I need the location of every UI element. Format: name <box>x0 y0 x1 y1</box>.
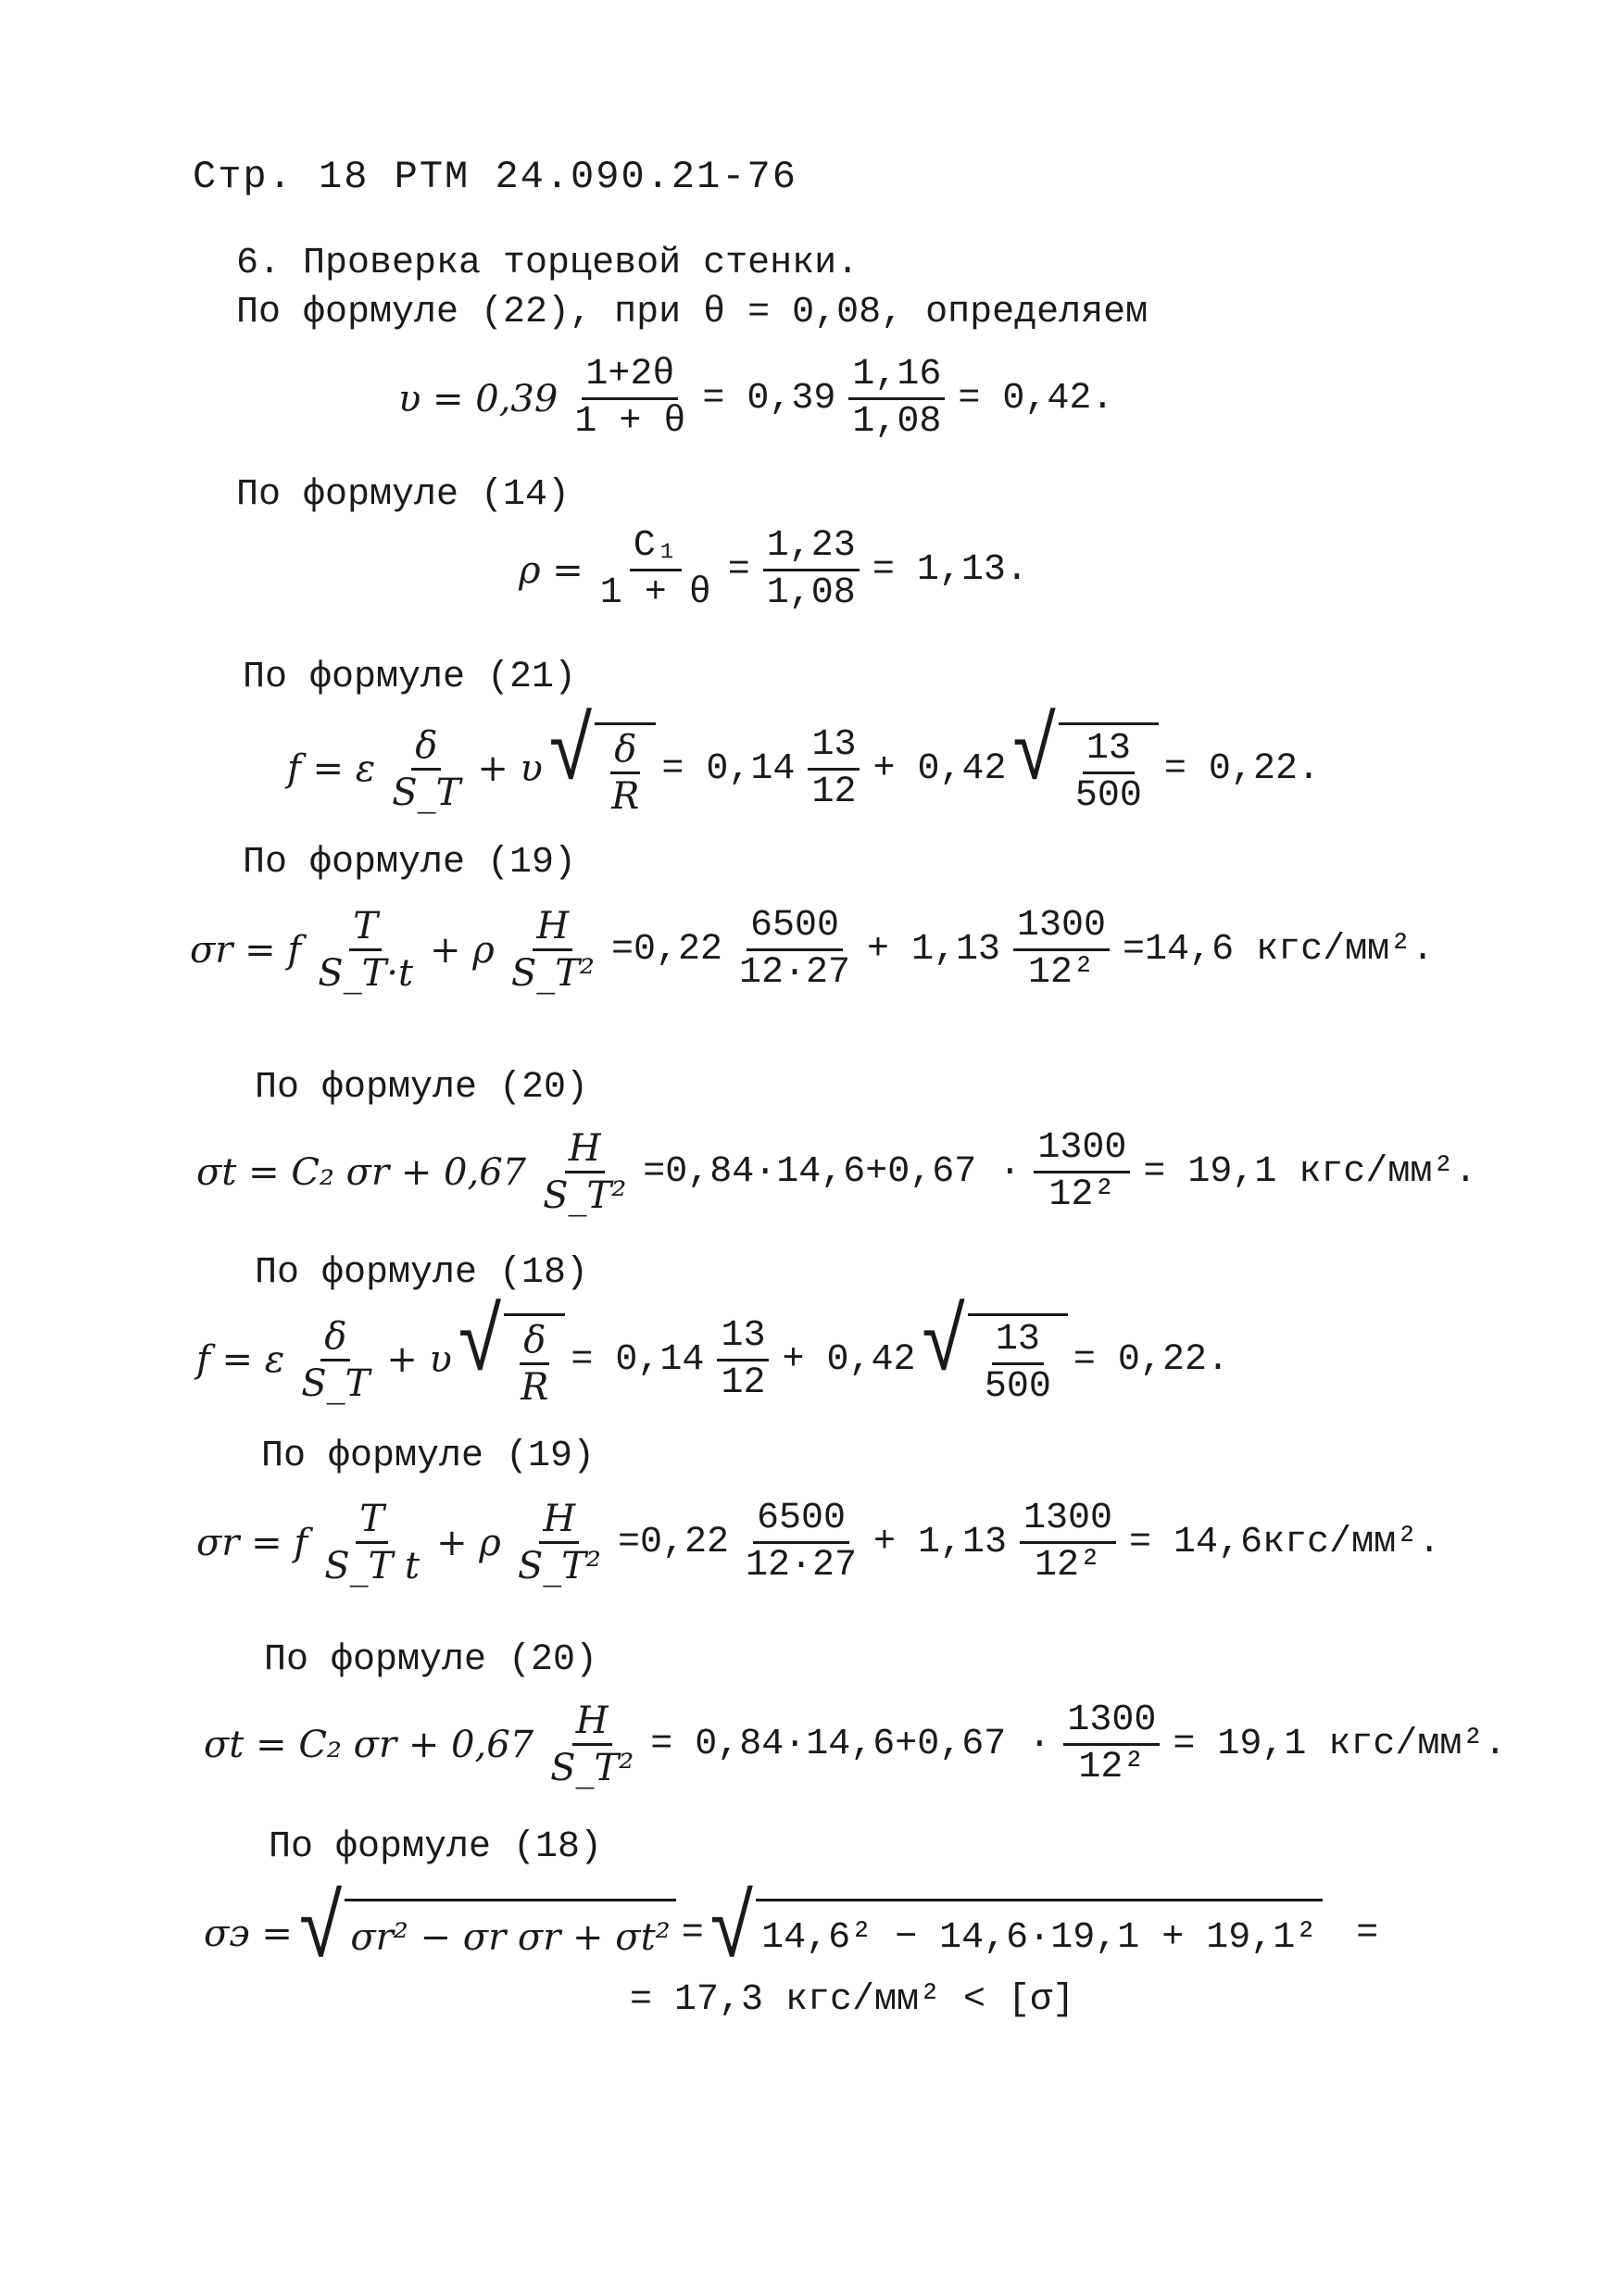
eq-rhs: = 19,1 кгс/мм². <box>1143 1151 1477 1193</box>
fraction <box>320 1500 423 1585</box>
fraction <box>508 905 598 995</box>
numerator: 1300 <box>1013 908 1110 951</box>
fraction <box>314 905 417 995</box>
equation-sigma-r-b <box>196 1500 1440 1585</box>
sqrt <box>709 1882 1324 1985</box>
numerator: 6500 <box>747 908 843 951</box>
eq-lhs: ρ = <box>519 548 584 592</box>
eq-mid: = <box>681 1913 704 1955</box>
fraction <box>808 723 860 813</box>
eq-lhs: f = ε <box>287 747 376 790</box>
eq-lhs: σt = C₂ σr + 0,67 <box>204 1723 534 1766</box>
denominator: 12·27 <box>738 952 850 994</box>
eq-plus: + υ <box>477 747 543 790</box>
numerator: 1300 <box>1034 1130 1130 1173</box>
denominator: 1,08 <box>852 401 942 443</box>
eq-rhs: = 1,13. <box>872 549 1028 591</box>
page-header: Стр. 18 РТМ 24.090.21-76 <box>193 155 797 199</box>
radical-sign: √ <box>297 1882 345 1985</box>
equation-f-21 <box>287 705 1320 818</box>
numerator: H <box>565 1130 605 1173</box>
equation-sigma-e <box>204 1882 1379 1985</box>
radical-sign: √ <box>1011 705 1059 807</box>
formula-label-21: По формуле (21) <box>243 657 577 698</box>
fraction <box>1063 1702 1160 1787</box>
denominator: S_T·t <box>318 952 414 995</box>
sqrt <box>457 1296 566 1409</box>
fraction <box>735 905 854 994</box>
denominator: S_T <box>392 771 461 814</box>
numerator: T <box>356 1500 388 1544</box>
eq-mid: = 0,14 <box>571 1338 705 1381</box>
numerator: 13 <box>808 727 860 771</box>
formula-label-20: По формуле (20) <box>255 1067 589 1109</box>
denominator: S_T² <box>517 1545 601 1587</box>
eq-rhs: = <box>1356 1913 1379 1955</box>
denominator: 12² <box>1048 1174 1116 1216</box>
eq-lhs: f = ε <box>196 1338 285 1381</box>
fraction <box>297 1314 373 1405</box>
eq-lhs: υ = 0,39 <box>398 377 558 420</box>
numerator: C₁ <box>630 528 682 571</box>
eq-mid: =0,22 <box>617 1522 729 1563</box>
numerator: H <box>572 1702 612 1746</box>
formula-label-20: По формуле (20) <box>264 1639 598 1681</box>
numerator: 1,23 <box>763 528 860 571</box>
denominator: S_T² <box>550 1747 634 1789</box>
section-title: 6. Проверка торцевой стенки. <box>236 243 860 284</box>
denominator: S_T² <box>510 952 595 995</box>
fraction <box>981 1319 1055 1408</box>
denominator: 12² <box>1028 952 1096 994</box>
eq-lhs: σэ = <box>204 1912 293 1955</box>
eq-mid: =0,84·14,6+0,67 · <box>643 1151 1022 1193</box>
denominator: 12² <box>1035 1545 1102 1587</box>
numerator: H <box>533 908 572 951</box>
equation-f-18 <box>196 1296 1229 1409</box>
denominator: S_T t <box>324 1545 420 1587</box>
equation-upsilon <box>398 354 1114 443</box>
numerator: 1,16 <box>848 357 945 400</box>
denominator: 12 <box>721 1361 766 1404</box>
eq-plus2: + 0,42 <box>872 747 1007 790</box>
eq-rhs: = 14,6кгс/мм². <box>1129 1522 1441 1563</box>
sqrt-body: σr² − σr σr + σt² <box>345 1899 675 1969</box>
intro-line: По формуле (22), при θ = 0,08, определяем <box>236 292 1148 333</box>
radical-sign: √ <box>709 1882 757 1985</box>
fraction <box>596 525 715 614</box>
denominator: 500 <box>984 1366 1051 1408</box>
fraction <box>517 1319 552 1409</box>
sqrt <box>297 1882 676 1985</box>
denominator: S_T² <box>543 1174 627 1217</box>
fraction <box>388 723 464 814</box>
eq-plus: + υ <box>386 1338 452 1381</box>
equation-sigma-e-result: = 17,3 кгс/мм² < [σ] <box>630 1979 1075 2021</box>
numerator: T <box>349 908 382 951</box>
numerator: δ <box>520 1322 549 1365</box>
fraction <box>546 1702 637 1787</box>
fraction <box>1013 905 1110 994</box>
numerator: 1300 <box>1020 1500 1116 1544</box>
fraction <box>848 354 945 443</box>
eq-mid: = 0,84·14,6+0,67 · <box>650 1724 1051 1765</box>
sqrt-body: 14,6² − 14,6·19,1 + 19,1² <box>756 1899 1323 1969</box>
fraction <box>539 1127 630 1217</box>
equation-sigma-r-a <box>190 905 1435 995</box>
eq-lhs: σt = C₂ σr + 0,67 <box>196 1150 527 1194</box>
fraction <box>1034 1127 1130 1216</box>
eq-rhs: =14,6 кгс/мм². <box>1123 929 1435 971</box>
eq-rhs: = 19,1 кгс/мм². <box>1173 1724 1507 1765</box>
eq-mid: =0,22 <box>610 929 722 971</box>
formula-label-18: По формуле (18) <box>255 1252 589 1294</box>
fraction <box>717 1314 769 1404</box>
equation-sigma-t-b <box>204 1702 1506 1787</box>
denominator: R <box>611 775 640 818</box>
sqrt <box>547 705 657 818</box>
eq-plus: + ρ <box>430 928 495 972</box>
numerator: 13 <box>1083 731 1135 774</box>
numerator: 1300 <box>1063 1702 1160 1746</box>
denominator: 12 <box>811 771 857 813</box>
equation-sigma-t-a <box>196 1127 1477 1217</box>
sqrt <box>1011 705 1158 817</box>
fraction <box>1072 728 1146 817</box>
numerator: 13 <box>992 1322 1044 1365</box>
fraction <box>571 354 689 443</box>
denominator: 12² <box>1078 1747 1146 1788</box>
eq-plus: + ρ <box>436 1521 501 1564</box>
denominator: 12·27 <box>745 1545 857 1587</box>
formula-label-14: По формуле (14) <box>236 474 571 516</box>
denominator: 1,08 <box>766 572 856 614</box>
eq-rhs: = 0,22. <box>1073 1338 1229 1381</box>
numerator: 6500 <box>753 1500 849 1544</box>
numerator: δ <box>610 731 640 774</box>
numerator: δ <box>320 1318 350 1361</box>
eq-mid: = <box>727 549 750 591</box>
eq-rhs: = 0,22. <box>1163 747 1320 790</box>
eq-plus2: + 0,42 <box>782 1338 916 1381</box>
denominator: 500 <box>1074 775 1142 817</box>
formula-label-18: По формуле (18) <box>269 1826 603 1868</box>
eq-lhs: σr = f <box>190 928 302 972</box>
numerator: H <box>539 1500 579 1544</box>
fraction <box>1020 1500 1116 1585</box>
eq-rhs: = 0,42. <box>958 378 1114 420</box>
formula-label-19: По формуле (19) <box>243 842 577 884</box>
eq-plus2: + 1,13 <box>873 1522 1008 1563</box>
fraction <box>608 728 643 818</box>
fraction <box>514 1500 605 1585</box>
equation-rho <box>519 525 1028 614</box>
eq-plus2: + 1,13 <box>867 929 1001 971</box>
eq-mid: = 0,39 <box>702 378 836 420</box>
fraction <box>742 1500 860 1585</box>
fraction <box>763 525 860 614</box>
denominator: S_T <box>301 1361 370 1405</box>
eq-lhs: σr = f <box>196 1521 308 1564</box>
numerator: 1+2θ <box>582 357 678 400</box>
sqrt <box>921 1296 1067 1408</box>
radical-sign: √ <box>457 1296 505 1398</box>
denominator: 1 + θ <box>574 401 686 443</box>
numerator: 13 <box>717 1318 769 1361</box>
numerator: δ <box>411 727 441 771</box>
denominator: R <box>521 1366 549 1409</box>
eq-mid: = 0,14 <box>661 747 796 790</box>
formula-label-19: По формуле (19) <box>261 1436 596 1477</box>
radical-sign: √ <box>921 1296 968 1398</box>
denominator: 1 + θ <box>599 572 711 614</box>
radical-sign: √ <box>547 705 596 807</box>
